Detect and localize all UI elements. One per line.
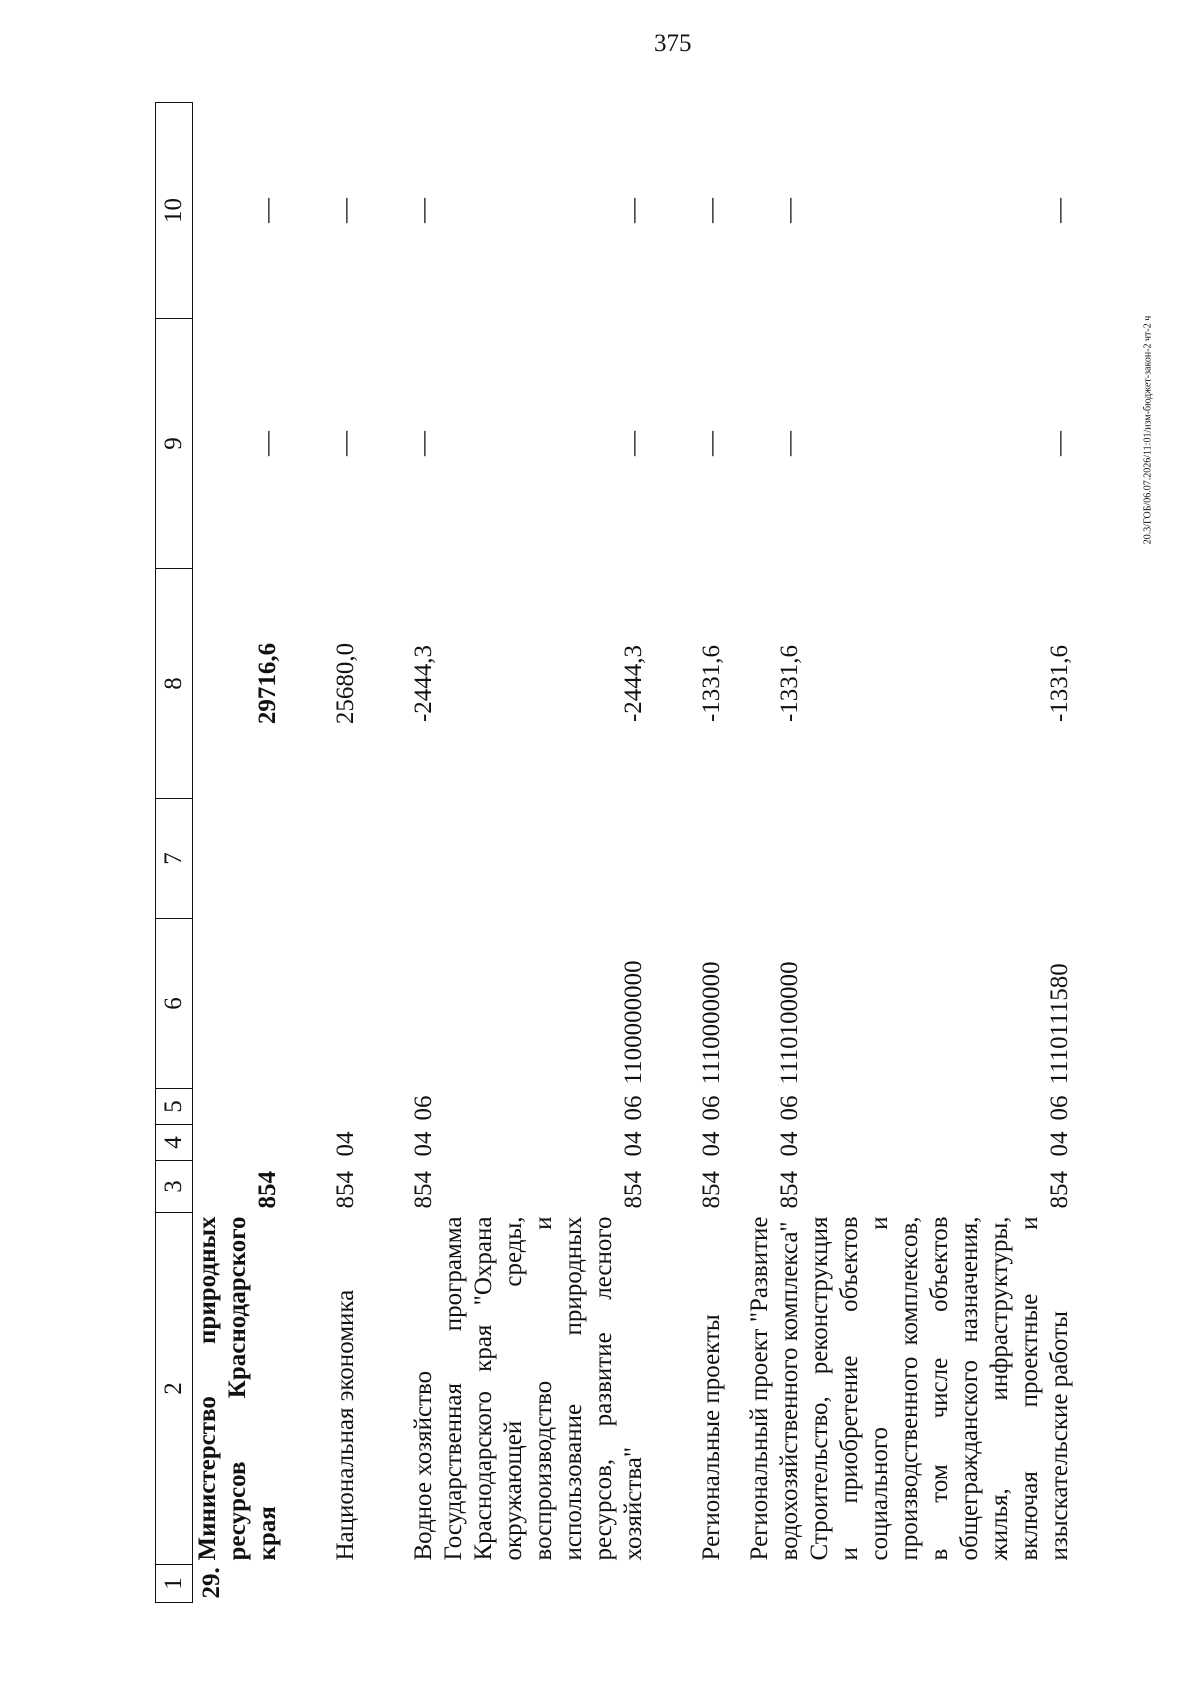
column-header: 4 (156, 1125, 193, 1161)
cell-col6: 1100000000 (620, 960, 647, 1085)
cell-col10: — (698, 198, 725, 223)
table-row (193, 103, 284, 1603)
row-name: Государственная программа Краснодарского края "Охрана окружающей среды, воспроизводство и использование природных ресурсов, развитие лесного хозяйства" (440, 1216, 647, 1561)
cell-col5: 06 (776, 1095, 803, 1121)
cell-amount: -1331,6 (776, 644, 803, 723)
row-number (805, 1565, 1075, 1603)
cell-amount: -1331,6 (698, 644, 725, 723)
column-header: 2 (156, 1213, 193, 1565)
cell-col9: — (776, 431, 803, 456)
cell-col10: — (410, 198, 437, 223)
cell-col6 (361, 919, 439, 1089)
column-header: 10 (156, 103, 193, 319)
cell-col10: — (254, 198, 281, 223)
column-header: 1 (156, 1565, 193, 1603)
cell-col3: 854 (410, 1171, 437, 1209)
cell-col6: 1110100000 (776, 961, 803, 1085)
rotated-table-container (155, 103, 1073, 1603)
table-row (805, 103, 1075, 1603)
cell-col4: 04 (776, 1131, 803, 1157)
cell-col10: — (620, 198, 647, 223)
cell-col9: — (1046, 431, 1073, 456)
page-number: 375 (654, 30, 692, 57)
cell-col3: 854 (698, 1171, 725, 1209)
column-header: 7 (156, 799, 193, 919)
budget-table (155, 102, 1075, 1603)
cell-col3: 854 (254, 1171, 281, 1209)
cell-col9: — (332, 431, 359, 456)
table-row (439, 103, 649, 1603)
column-header: 5 (156, 1089, 193, 1125)
column-header: 8 (156, 569, 193, 799)
cell-col5: 06 (620, 1095, 647, 1121)
cell-col10: — (332, 198, 359, 223)
row-number (283, 1565, 361, 1603)
cell-col5: 06 (410, 1095, 437, 1121)
cell-col7 (439, 799, 649, 919)
cell-amount: 29716,6 (254, 642, 281, 725)
column-header: 6 (156, 919, 193, 1089)
row-name: Региональный проект "Развитие водохозяйственного комплекса" (746, 1216, 803, 1561)
document-stamp: 20.3/ГОБ/06.07.2026/11:01/изм-бюджет-закон-2 чт-2 ч (1142, 315, 1154, 545)
cell-col5: 06 (1046, 1095, 1073, 1121)
cell-col4: 04 (698, 1131, 725, 1157)
cell-amount: -2444,3 (410, 644, 437, 723)
cell-col7 (193, 799, 284, 919)
cell-col7 (361, 799, 439, 919)
cell-col7 (805, 799, 1075, 919)
table-row (727, 103, 805, 1603)
cell-col4: 04 (332, 1131, 359, 1157)
cell-col5: 06 (698, 1095, 725, 1121)
cell-col4 (193, 1125, 284, 1161)
cell-amount: 25680,0 (332, 642, 359, 725)
cell-col3: 854 (776, 1171, 803, 1209)
cell-col4: 04 (410, 1131, 437, 1157)
cell-col9: — (254, 431, 281, 456)
table-row (283, 103, 361, 1603)
table-row (361, 103, 439, 1603)
row-name: Региональные проекты (698, 1314, 725, 1561)
cell-col7 (283, 799, 361, 919)
cell-amount: -1331,6 (1046, 644, 1073, 723)
cell-col5 (193, 1089, 284, 1125)
row-number (727, 1565, 805, 1603)
cell-col9: — (620, 431, 647, 456)
cell-col5 (283, 1089, 361, 1125)
row-name: Национальная экономика (332, 1289, 359, 1561)
row-number: 29. (198, 1567, 225, 1599)
cell-amount: -2444,3 (620, 644, 647, 723)
cell-col4: 04 (1046, 1131, 1073, 1157)
table-header-row (156, 103, 193, 1603)
cell-col6: 1110111580 (1046, 963, 1073, 1085)
cell-col3: 854 (332, 1171, 359, 1209)
cell-col6 (193, 919, 284, 1089)
row-name: Строительство, реконструкция и приобретение объектов социального и производственного комплексов, в том числе объектов общегражданского назначения, жилья, инфраструктуры, включая проектные и изыскательские работы (806, 1216, 1073, 1561)
column-header: 3 (156, 1161, 193, 1213)
cell-col4: 04 (620, 1131, 647, 1157)
cell-col10: — (1046, 198, 1073, 223)
cell-col10: — (776, 198, 803, 223)
cell-col9: — (698, 431, 725, 456)
column-header: 9 (156, 319, 193, 569)
cell-col3: 854 (620, 1171, 647, 1209)
row-name: Водное хозяйство (410, 1370, 437, 1561)
cell-col9: — (410, 431, 437, 456)
row-name: Министерство природных ресурсов Краснодарского края (194, 1216, 281, 1561)
cell-col7 (727, 799, 805, 919)
row-number (439, 1565, 649, 1603)
cell-col3: 854 (1046, 1171, 1073, 1209)
cell-col7 (649, 799, 727, 919)
row-number (649, 1565, 727, 1603)
row-number (361, 1565, 439, 1603)
cell-col6: 1110000000 (698, 961, 725, 1085)
table-row (649, 103, 727, 1603)
cell-col6 (283, 919, 361, 1089)
